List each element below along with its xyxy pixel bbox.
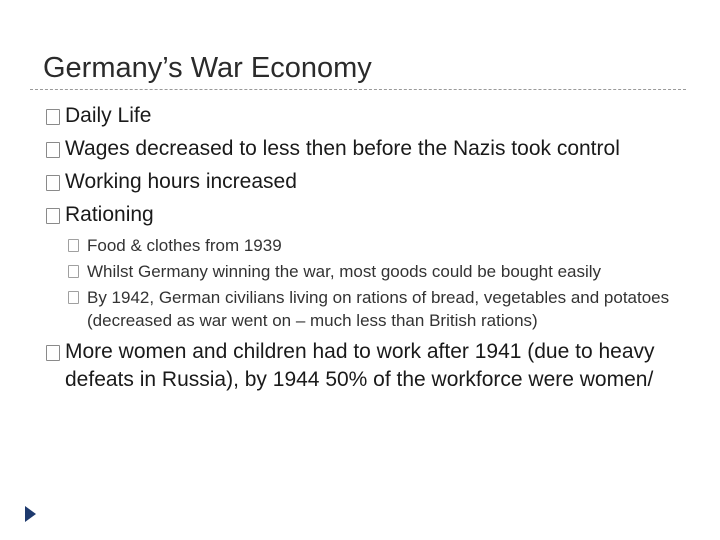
bullet-item [44,201,694,229]
bullet-list [44,102,694,399]
bullet-item [44,168,694,196]
sub-bullet-item [44,234,694,257]
bullet-box-icon [46,208,60,224]
bullet-text: Working hours increased [65,170,297,193]
bullet-box-icon [68,291,79,304]
sub-bullet-item [44,260,694,283]
sub-bullet-text: Food & clothes from 1939 [87,236,282,255]
bullet-item [44,102,694,130]
bullet-box-icon [46,175,60,191]
bullet-box-icon [46,345,60,361]
bullet-item [44,338,694,394]
bullet-text: Rationing [65,203,154,226]
slide-title: Germany’s War Economy [43,52,372,84]
sub-bullet-item [44,286,694,332]
sub-bullet-text: Whilst Germany winning the war, most goods could be bought easily [87,262,602,281]
bullet-box-icon [46,109,60,125]
title-divider [30,89,686,90]
bullet-box-icon [68,239,79,252]
bullet-text: Wages decreased to less then before the Nazis took control [65,137,620,160]
bullet-text: Daily Life [65,104,152,127]
sub-bullet-group [44,234,694,332]
bullet-box-icon [46,142,60,158]
sub-bullet-text: By 1942, German civilians living on rations of bread, vegetables and potatoes (decreased as war went on – much less than British rations) [87,288,670,330]
slide-arrow-icon [25,506,36,522]
bullet-text: More women and children had to work after 1941 (due to heavy defeats in Russia), by 1944 50% of the workforce were women/ [65,340,655,391]
bullet-item [44,135,694,163]
bullet-box-icon [68,265,79,278]
